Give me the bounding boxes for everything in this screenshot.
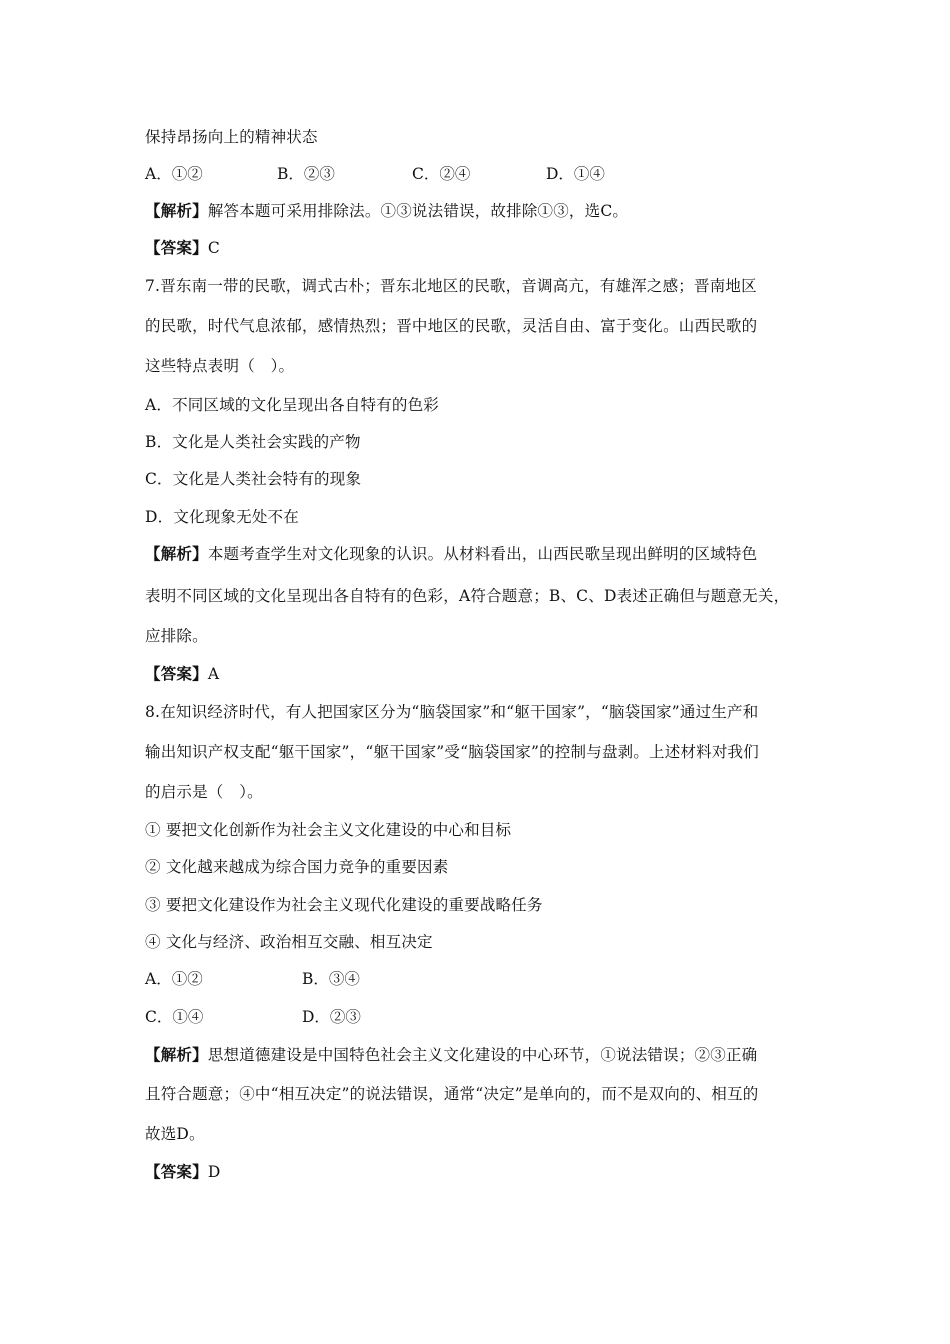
q7-option-b: B．文化是人类社会实践的产物 [145, 433, 361, 451]
q6-option-a: A．①② [145, 165, 203, 183]
q7-answer [145, 664, 219, 684]
analysis-tag: 【解析】 [145, 201, 208, 220]
q7-answer-text: A [207, 665, 220, 683]
q8-statement-2: ② 文化越来越成为综合国力竞争的重要因素 [145, 858, 449, 876]
q8-option-a: A．①② [145, 970, 203, 988]
answer-tag: 【答案】 [145, 664, 208, 683]
q8-statement-1: ① 要把文化创新作为社会主义文化建设的中心和目标 [145, 821, 512, 839]
q6-answer-text: C [207, 239, 220, 257]
answer-tag: 【答案】 [145, 238, 208, 257]
q8-analysis-line-1 [145, 1045, 757, 1065]
q6-analysis [145, 201, 628, 221]
q8-option-c: C．①④ [145, 1008, 204, 1026]
q8-answer [145, 1162, 220, 1182]
q7-option-d: D．文化现象无处不在 [145, 508, 299, 526]
q8-statement-3: ③ 要把文化建设作为社会主义现代化建设的重要战略任务 [145, 896, 543, 914]
q6-option-b: B．②③ [277, 165, 335, 183]
q7-stem-line-2: 的民歌，时代气息浓郁，感情热烈；晋中地区的民歌，灵活自由、富于变化。山西民歌的 [145, 317, 758, 335]
q7-analysis-text-1: 本题考查学生对文化现象的认识。从材料看出，山西民歌呈现出鲜明的区域特色 [207, 545, 758, 563]
q8-stem-line-2: 输出知识产权支配“躯干国家”，“躯干国家”受“脑袋国家”的控制与盘剥。上述材料对我们 [145, 743, 759, 761]
analysis-tag: 【解析】 [145, 1045, 208, 1064]
q8-option-b: B．③④ [302, 970, 360, 988]
q6-analysis-text: 解答本题可采用排除法。①③说法错误，故排除①③，选C。 [207, 202, 629, 220]
q8-stem-line-3: 的启示是（ ）。 [145, 783, 263, 801]
q7-stem-line-3: 这些特点表明（ ）。 [145, 357, 295, 375]
q7-analysis-line-3: 应排除。 [145, 627, 208, 645]
q7-option-a: A．不同区域的文化呈现出各自特有的色彩 [145, 396, 439, 414]
q6-answer [145, 238, 220, 258]
answer-tag: 【答案】 [145, 1162, 208, 1181]
q8-statement-4: ④ 文化与经济、政治相互交融、相互决定 [145, 933, 433, 951]
q8-analysis-text-1: 思想道德建设是中国特色社会主义文化建设的中心环节，①说法错误；②③正确 [207, 1046, 758, 1064]
q6-option-c: C．②④ [412, 165, 471, 183]
q8-analysis-line-2: 且符合题意；④中“相互决定”的说法错误，通常“决定”是单向的，而不是双向的、相互的 [145, 1085, 759, 1103]
q7-analysis-line-1 [145, 544, 757, 564]
analysis-tag: 【解析】 [145, 544, 208, 563]
q6-tail-line: 保持昂扬向上的精神状态 [145, 128, 318, 146]
q8-analysis-line-3: 故选D。 [145, 1125, 205, 1143]
q7-option-c: C．文化是人类社会特有的现象 [145, 470, 362, 488]
q8-stem-line-1: 8.在知识经济时代，有人把国家区分为“脑袋国家”和“躯干国家”，“脑袋国家”通过生产和 [145, 703, 759, 721]
q8-answer-text: D [207, 1163, 221, 1181]
q8-option-d: D．②③ [302, 1008, 361, 1026]
q7-stem-line-1: 7.晋东南一带的民歌，调式古朴；晋东北地区的民歌，音调高亢，有雄浑之感；晋南地区 [145, 277, 757, 295]
q6-option-d: D．①④ [546, 165, 605, 183]
q7-analysis-line-2: 表明不同区域的文化呈现出各自特有的色彩，A符合题意；B、C、D表述正确但与题意无关， [145, 587, 790, 605]
